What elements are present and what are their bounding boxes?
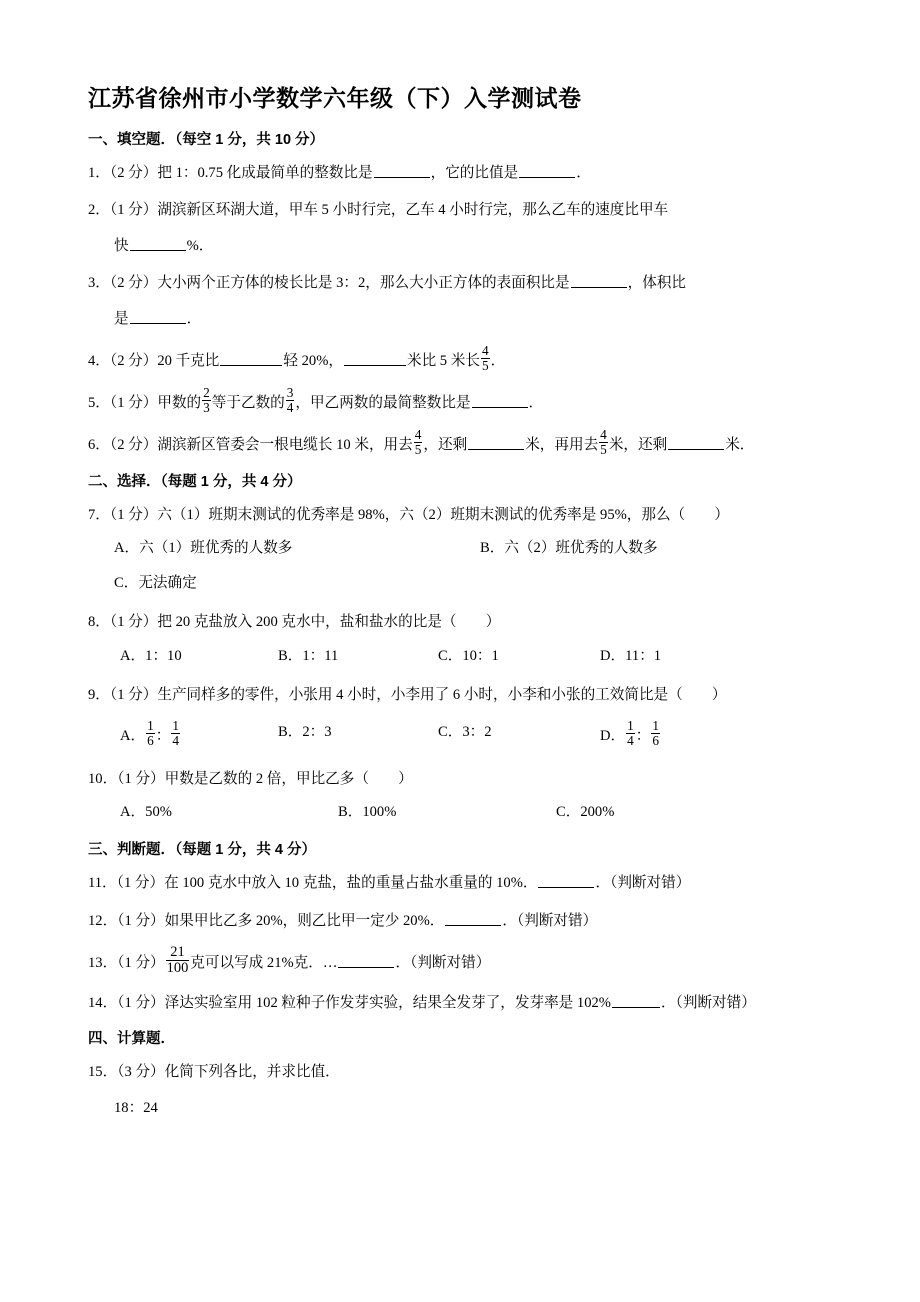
question-8-text: 把 20 克盐放入 200 克水中，盐和盐水的比是（ ）: [157, 614, 501, 631]
question-6-fraction-2: $\frac{4}{5}$: [600, 427, 607, 457]
question-9-option-a-fraction-1: $\frac{1}{6}$: [147, 718, 154, 749]
question-4-text-c: 米比 5 米长: [406, 352, 480, 369]
question-14-points: （1 分）: [117, 994, 165, 1011]
question-9-points: （1 分）: [109, 686, 158, 703]
question-12-number: 12．: [88, 912, 118, 929]
question-4-blank-1[interactable]: [220, 351, 282, 366]
question-11-blank[interactable]: [538, 873, 594, 888]
question-9-option-a[interactable]: A． $\frac{1}{6}$ ： $\frac{1}{4}$: [120, 718, 180, 749]
question-10-text: 甲数是乙数的 2 倍，甲比乙多（ ）: [164, 770, 413, 787]
question-1-points: （2 分）: [109, 164, 158, 181]
question-15-number: 15．: [88, 1064, 118, 1081]
question-1-text-b: ，它的比值是: [430, 164, 519, 181]
question-11-points: （1 分）: [116, 874, 165, 891]
question-2: [88, 199, 836, 258]
question-9: [88, 684, 836, 754]
question-7-text: 六（1）班期末测试的优秀率是 98%，六（2）班期末测试的优秀率是 95%，那么（ ）: [157, 506, 729, 523]
question-1-blank-1[interactable]: [374, 163, 430, 178]
question-6-fraction-1: $\frac{4}{5}$: [414, 427, 422, 457]
question-4-text-a: 20 千克比: [157, 352, 220, 369]
question-12-text-a: 如果甲比乙多 20%，则乙比甲一定少 20%．: [164, 912, 445, 929]
question-1-blank-2[interactable]: [519, 163, 575, 178]
question-13-text-b: ．（判断对错）: [395, 955, 491, 972]
question-8-option-d[interactable]: D．11：1: [600, 647, 662, 664]
question-5-points: （1 分）: [109, 394, 158, 411]
question-8-option-c[interactable]: C．10：1: [438, 647, 499, 664]
question-11-text-b: ．（判断对错）: [595, 874, 691, 891]
question-3-points: （2 分）: [109, 275, 158, 292]
question-8-options: [88, 645, 836, 670]
question-2-points: （1 分）: [109, 202, 158, 219]
question-1-text-c: ．: [576, 164, 591, 181]
question-10: [88, 768, 836, 826]
question-7-option-c[interactable]: C．无法确定: [114, 575, 197, 592]
question-9-option-d-fraction-2: $\frac{1}{6}$: [652, 718, 660, 749]
question-11-text-a: 在 100 克水中放入 10 克盐，盐的重量占盐水重量的 10%．: [164, 874, 538, 891]
question-9-text: 生产同样多的零件，小张用 4 小时，小李用了 6 小时，小李和小张的工效简比是（ ）: [157, 686, 727, 703]
question-4-blank-2[interactable]: [344, 351, 406, 366]
question-4-number: 4．: [88, 352, 110, 369]
question-6-number: 6．: [88, 436, 110, 453]
question-7-option-a[interactable]: A．六（1）班优秀的人数多: [114, 540, 293, 557]
question-3-number: 3．: [88, 275, 110, 292]
question-12: [88, 910, 836, 934]
question-3: [88, 272, 836, 331]
question-3-text-b: ，体积比: [627, 275, 687, 292]
question-8-option-a[interactable]: A．1：10: [120, 647, 182, 664]
question-6: [88, 427, 836, 458]
question-10-points: （1 分）: [117, 770, 165, 787]
question-3-blank-1[interactable]: [571, 274, 627, 289]
question-15: [88, 1061, 836, 1120]
question-1-text-a: 把 1：0.75 化成最简单的整数比是: [157, 164, 373, 181]
question-14-text-a: 泽达实验室用 102 粒种子作发芽实验，结果全发芽了，发芽率是 102%: [164, 994, 611, 1011]
question-6-text-c: 米，再用去: [525, 436, 599, 453]
question-7-option-b[interactable]: B．六（2）班优秀的人数多: [480, 540, 658, 557]
question-12-text-b: ．（判断对错）: [502, 912, 598, 929]
question-6-points: （2 分）: [109, 436, 158, 453]
question-7-options: [88, 537, 836, 562]
question-8-number: 8．: [88, 614, 110, 631]
question-7-points: （1 分）: [109, 506, 158, 523]
question-12-blank[interactable]: [445, 911, 501, 926]
question-5-fraction-2: $\frac{3}{4}$: [286, 385, 294, 415]
question-11: [88, 872, 836, 896]
question-14-blank[interactable]: [612, 993, 660, 1008]
section-heading-fill-in: 一、填空题．（每空 1 分，共 10 分）: [88, 131, 325, 148]
question-1-number: 1．: [88, 164, 110, 181]
question-5-number: 5．: [88, 394, 110, 411]
question-6-blank-2[interactable]: [668, 435, 724, 450]
question-2-cont-b: %．: [186, 237, 214, 254]
section-heading-choice: 二、选择．（每题 1 分，共 4 分）: [88, 474, 302, 491]
question-4-points: （2 分）: [109, 352, 158, 369]
question-9-option-a-fraction-2: $\frac{1}{4}$: [172, 718, 180, 749]
question-4-fraction: $\frac{4}{5}$: [481, 342, 489, 373]
question-6-text-b: ，还剩: [423, 436, 468, 453]
question-3-cont-b: ．: [186, 311, 202, 328]
question-9-number: 9．: [88, 686, 110, 703]
question-5-text-a: 甲数的: [157, 394, 202, 411]
section-heading-calc: 四、计算题．: [88, 1031, 175, 1048]
question-4: [88, 342, 836, 374]
question-13-blank[interactable]: [338, 953, 394, 968]
question-4-text-d: ．: [490, 352, 506, 369]
question-9-option-b[interactable]: B．2：3: [278, 724, 332, 741]
page-content: [88, 84, 836, 1134]
question-9-options: [88, 717, 836, 754]
question-10-number: 10．: [88, 770, 118, 787]
question-7-number: 7．: [88, 506, 110, 523]
question-2-blank-1[interactable]: [130, 236, 186, 251]
question-3-blank-2[interactable]: [130, 309, 186, 324]
question-6-text-d: 米，还剩: [608, 436, 668, 453]
question-15-item-1: 18：24: [114, 1099, 158, 1116]
question-15-text: 化简下列各比，并求比值．: [164, 1064, 340, 1081]
question-10-options: [88, 801, 836, 826]
question-13-number: 13．: [88, 955, 118, 972]
question-1: [88, 162, 836, 186]
question-9-option-d[interactable]: D． $\frac{1}{4}$ ： $\frac{1}{6}$: [600, 718, 660, 749]
question-5-blank-1[interactable]: [472, 393, 528, 408]
question-10-option-c[interactable]: C．200%: [556, 804, 615, 821]
question-10-option-b[interactable]: B．100%: [338, 804, 397, 821]
question-12-points: （1 分）: [117, 912, 165, 929]
question-6-text-e: 米．: [725, 436, 755, 453]
question-2-cont-a: 快: [114, 237, 129, 254]
question-2-text-a: 湖滨新区环湖大道，甲车 5 小时行完，乙车 4 小时行完，那么乙车的速度比甲车: [157, 202, 669, 219]
question-13-text-a: 克可以写成 21%克．…: [190, 955, 338, 972]
question-13: [88, 944, 836, 977]
question-13-fraction: $\frac{21}{100}$: [166, 944, 189, 977]
question-6-blank-1[interactable]: [468, 435, 524, 450]
question-7: [88, 504, 836, 597]
question-14: [88, 992, 836, 1016]
question-5: [88, 385, 836, 416]
question-2-number: 2．: [88, 202, 110, 219]
question-7-options-row-2: [88, 572, 836, 597]
question-5-text-d: ．: [528, 394, 544, 411]
question-8-points: （1 分）: [109, 614, 158, 631]
question-9-option-d-fraction-1: $\frac{1}{4}$: [627, 718, 634, 749]
question-5-fraction-1: $\frac{2}{3}$: [203, 385, 210, 415]
question-3-text-a: 大小两个正方体的棱长比是 3：2，那么大小正方体的表面积比是: [157, 275, 570, 292]
question-5-text-c: ，甲乙两数的最简整数比是: [295, 394, 471, 411]
question-14-number: 14．: [88, 994, 118, 1011]
section-heading-judge: 三、判断题．（每题 1 分，共 4 分）: [88, 842, 316, 859]
question-8-option-b[interactable]: B．1：11: [278, 647, 339, 664]
question-15-points: （3 分）: [117, 1064, 165, 1081]
question-11-number: 11．: [88, 874, 117, 891]
question-3-cont-a: 是: [114, 311, 129, 328]
question-4-text-b: 轻 20%，: [283, 352, 343, 369]
question-10-option-a[interactable]: A．50%: [120, 804, 172, 821]
page-title: 江苏省徐州市小学数学六年级（下）入学测试卷: [88, 85, 582, 111]
question-6-text-a: 湖滨新区管委会一根电缆长 10 米，用去: [157, 436, 413, 453]
question-5-text-b: 等于乙数的: [211, 394, 285, 411]
question-8: [88, 611, 836, 669]
question-9-option-c[interactable]: C．3：2: [438, 724, 492, 741]
question-14-text-b: ．（判断对错）: [660, 994, 756, 1011]
question-13-points: （1 分）: [117, 955, 165, 972]
